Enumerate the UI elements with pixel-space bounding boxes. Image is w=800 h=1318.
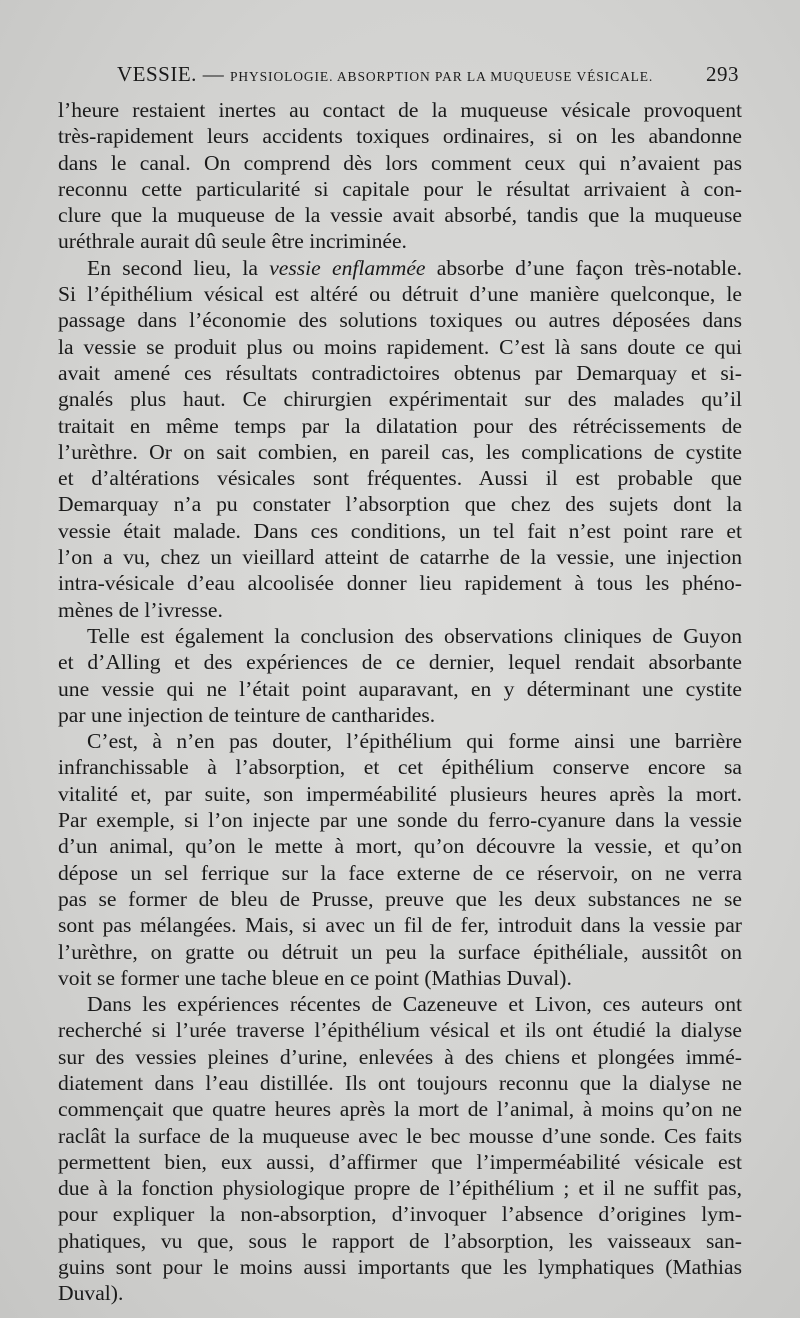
text-line: très-rapidement leurs accidents toxiques ordinaires, si on les abandonne <box>58 124 742 149</box>
text-line: l’urèthre, on gratte ou détruit un peu la surface épithéliale, aussitôt on <box>58 939 742 964</box>
header-section: VESSIE. <box>117 62 197 86</box>
header-subtitle: PHYSIOLOGIE. ABSORPTION PAR LA MUQUEUSE VÉSICALE. <box>229 69 654 84</box>
text-line: pour expliquer la non-absorption, d’invoquer l’absence d’origines lym- <box>58 1202 742 1227</box>
text-line: gnalés plus haut. Ce chirurgien expérimentait sur des malades qu’il <box>58 387 742 412</box>
text-line: l’urèthre. Or on sait combien, en pareil cas, les complications de cystite <box>58 439 742 464</box>
text-line: vitalité et, par suite, son imperméabilité plusieurs heures après la mort. <box>58 781 742 806</box>
text-line: la vessie se produit plus ou moins rapidement. C’est là sans doute ce qui <box>58 334 742 359</box>
text-line: et d’Alling et des expériences de ce dernier, lequel rendait absorbante <box>58 650 742 675</box>
running-header <box>117 62 739 87</box>
text-line: recherché si l’urée traverse l’épithélium vésical et ils ont étudié la dialyse <box>58 1018 742 1043</box>
text-line: due à la fonction physiologique propre de l’épithélium ; et il ne suffit pas, <box>58 1176 742 1201</box>
text-line: dépose un sel ferrique sur la face externe de ce réservoir, on ne verra <box>58 860 742 885</box>
header-title <box>117 62 653 87</box>
text-line: d’un animal, qu’on le mette à mort, qu’on découvre la vessie, et qu’on <box>58 834 742 859</box>
text-line: avait amené ces résultats contradictoires obtenus par Demarquay et si- <box>58 360 742 385</box>
text-line: l’on a vu, chez un vieillard atteint de catarrhe de la vessie, une injection <box>58 545 742 570</box>
text-line: raclât la surface de la muqueuse avec le bec mousse d’une sonde. Ces faits <box>58 1123 742 1148</box>
text-line: passage dans l’économie des solutions toxiques ou autres déposées dans <box>58 308 742 333</box>
text-line: Par exemple, si l’on injecte par une sonde du ferro-cyanure dans la vessie <box>58 808 742 833</box>
text-line: Telle est également la conclusion des observations cliniques de Guyon <box>87 623 742 648</box>
text-line: et d’altérations vésicales sont fréquentes. Aussi il est probable que <box>58 466 742 491</box>
text-line: pas se former de bleu de Prusse, preuve que les deux substances ne se <box>58 886 742 911</box>
italic-phrase: vessie enflammée <box>269 255 426 280</box>
text-line: sur des vessies pleines d’urine, enlevées à des chiens et plongées immé- <box>58 1044 742 1069</box>
text-line: Si l’épithélium vésical est altéré ou détruit d’une manière quelconque, le <box>58 282 742 307</box>
text-line: permettent bien, eux aussi, d’affirmer que l’imperméabilité vésicale est <box>58 1149 742 1174</box>
text-line: phatiques, vu que, sous le rapport de l’absorption, les vaisseaux san- <box>58 1228 742 1253</box>
text-line: infranchissable à l’absorption, et cet épithélium conserve encore sa <box>58 755 742 780</box>
text-line: reconnu cette particularité si capitale pour le résultat arrivaient à con- <box>58 176 742 201</box>
text-line: dans le canal. On comprend dès lors comment ceux qui n’avaient pas <box>58 150 742 175</box>
text-line: commençait que quatre heures après la mort de l’animal, à moins qu’on ne <box>58 1097 742 1122</box>
text-line: vessie était malade. Dans ces conditions, un tel fait n’est point rare et <box>58 518 742 543</box>
text-line: clure que la muqueuse de la vessie avait absorbé, tandis que la muqueuse <box>58 203 742 228</box>
text-line: En second lieu, la vessie enflammée absorbe d’une façon très-notable. <box>87 255 743 280</box>
page-number: 293 <box>706 62 739 86</box>
text-line: l’heure restaient inertes au contact de la muqueuse vésicale provoquent <box>58 98 742 122</box>
text-line: voit se former une tache bleue en ce point (Mathias Duval). <box>58 965 572 990</box>
body-text <box>58 97 742 1307</box>
text-line: diatement dans l’eau distillée. Ils ont toujours reconnu que la dialyse ne <box>58 1070 742 1095</box>
text-line: une vessie qui ne l’était point auparavant, en y déterminant une cystite <box>58 676 742 701</box>
text-line: C’est, à n’en pas douter, l’épithélium qui forme ainsi une barrière <box>87 729 742 754</box>
text-line: Dans les expériences récentes de Cazeneuve et Livon, ces auteurs ont <box>87 992 742 1017</box>
text-line: intra-vésicale d’eau alcoolisée donner lieu rapidement à tous les phéno- <box>58 571 742 596</box>
text-line: mènes de l’ivresse. <box>58 597 223 622</box>
text-line: traitait en même temps par la dilatation pour des rétrécissements de <box>58 413 742 438</box>
text-line: Demarquay n’a pu constater l’absorption que chez des sujets dont la <box>58 492 742 517</box>
header-dash: — <box>202 62 225 86</box>
text-line: sont pas mélangées. Mais, si avec un fil de fer, introduit dans la vessie par <box>58 913 742 938</box>
text-line: guins sont pour le moins aussi importants que les lymphatiques (Mathias <box>58 1255 742 1280</box>
text-line: par une injection de teinture de cantharides. <box>58 702 436 727</box>
text-line: Duval). <box>58 1281 124 1306</box>
text-line: uréthrale aurait dû seule être incriminée. <box>58 229 407 254</box>
